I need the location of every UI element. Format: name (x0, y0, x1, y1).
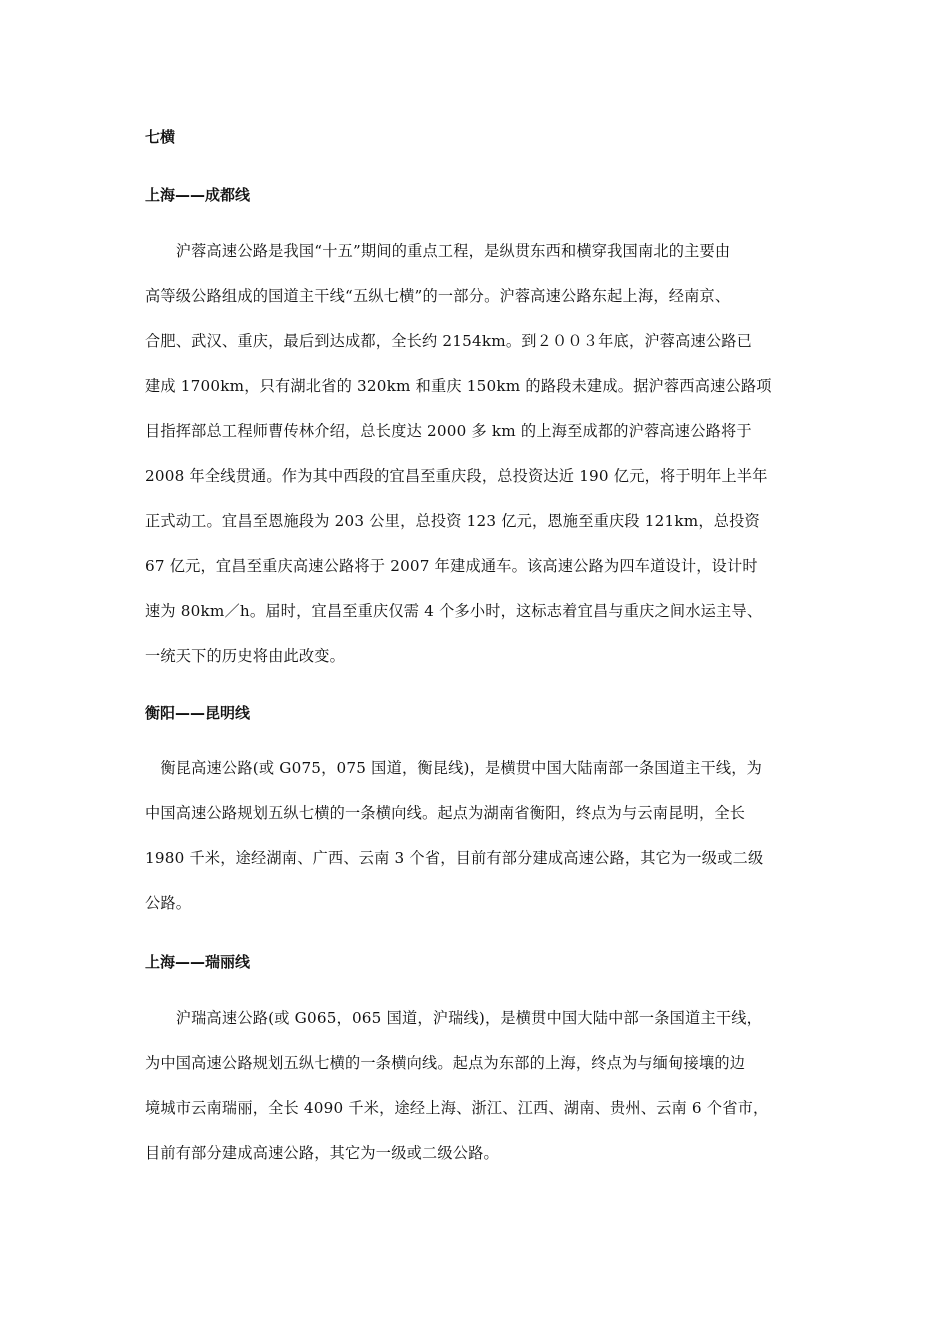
text-line: 衡昆高速公路(或 G075，075 国道，衡昆线)，是横贯中国大陆南部一条国道主干线，为 (145, 759, 762, 777)
paragraph-shanghai-ruili (145, 996, 825, 1176)
paragraph-shanghai-chengdu (145, 229, 825, 679)
text-line: 正式动工。宜昌至恩施段为 203 公里，总投资 123 亿元，恩施至重庆段 121km，总投资 (145, 512, 760, 530)
text-line: 中国高速公路规划五纵七横的一条横向线。起点为湖南省衡阳，终点为与云南昆明，全长 (145, 804, 746, 822)
text-line: 建成 1700km，只有湖北省的 320km 和重庆 150km 的路段未建成。据沪蓉西高速公路项 (145, 377, 772, 395)
text-line: 为中国高速公路规划五纵七横的一条横向线。起点为东部的上海，终点为与缅甸接壤的边 (145, 1054, 746, 1072)
section-heading-shanghai-chengdu: 上海——成都线 (145, 186, 251, 204)
text-line: 合肥、武汉、重庆，最后到达成都，全长约 2154km。到２００３年底，沪蓉高速公路已 (145, 332, 753, 350)
text-line: 一统天下的历史将由此改变。 (145, 647, 346, 665)
text-line: 67 亿元，宜昌至重庆高速公路将于 2007 年建成通车。该高速公路为四车道设计，设计时 (145, 557, 758, 575)
text-line: 目指挥部总工程师曹传林介绍，总长度达 2000 多 km 的上海至成都的沪蓉高速公路将于 (145, 422, 752, 440)
section-heading-hengyang-kunming: 衡阳——昆明线 (145, 704, 251, 722)
text-line: 境城市云南瑞丽，全长 4090 千米，途经上海、浙江、江西、湖南、贵州、云南 6 个省市， (145, 1099, 769, 1117)
text-line: 沪瑞高速公路(或 G065，065 国道，沪瑞线)，是横贯中国大陆中部一条国道主干线， (145, 1009, 762, 1027)
text-line: 1980 千米，途经湖南、广西、云南 3 个省，目前有部分建成高速公路，其它为一级或二级 (145, 849, 764, 867)
text-line: 2008 年全线贯通。作为其中西段的宜昌至重庆段，总投资达近 190 亿元，将于明年上半年 (145, 467, 768, 485)
text-line: 沪蓉高速公路是我国“十五”期间的重点工程，是纵贯东西和横穿我国南北的主要由 (145, 242, 731, 260)
text-line: 高等级公路组成的国道主干线“五纵七横”的一部分。沪蓉高速公路东起上海，经南京、 (145, 287, 731, 305)
text-line: 目前有部分建成高速公路，其它为一级或二级公路。 (145, 1144, 499, 1162)
paragraph-hengyang-kunming (145, 746, 825, 926)
text-line: 公路。 (145, 894, 192, 912)
text-line: 速为 80km／h。届时，宜昌至重庆仅需 4 个多小时，这标志着宜昌与重庆之间水运主导、 (145, 602, 763, 620)
section-heading-shanghai-ruili: 上海——瑞丽线 (145, 953, 251, 971)
section-title-qiheng: 七横 (145, 128, 176, 146)
